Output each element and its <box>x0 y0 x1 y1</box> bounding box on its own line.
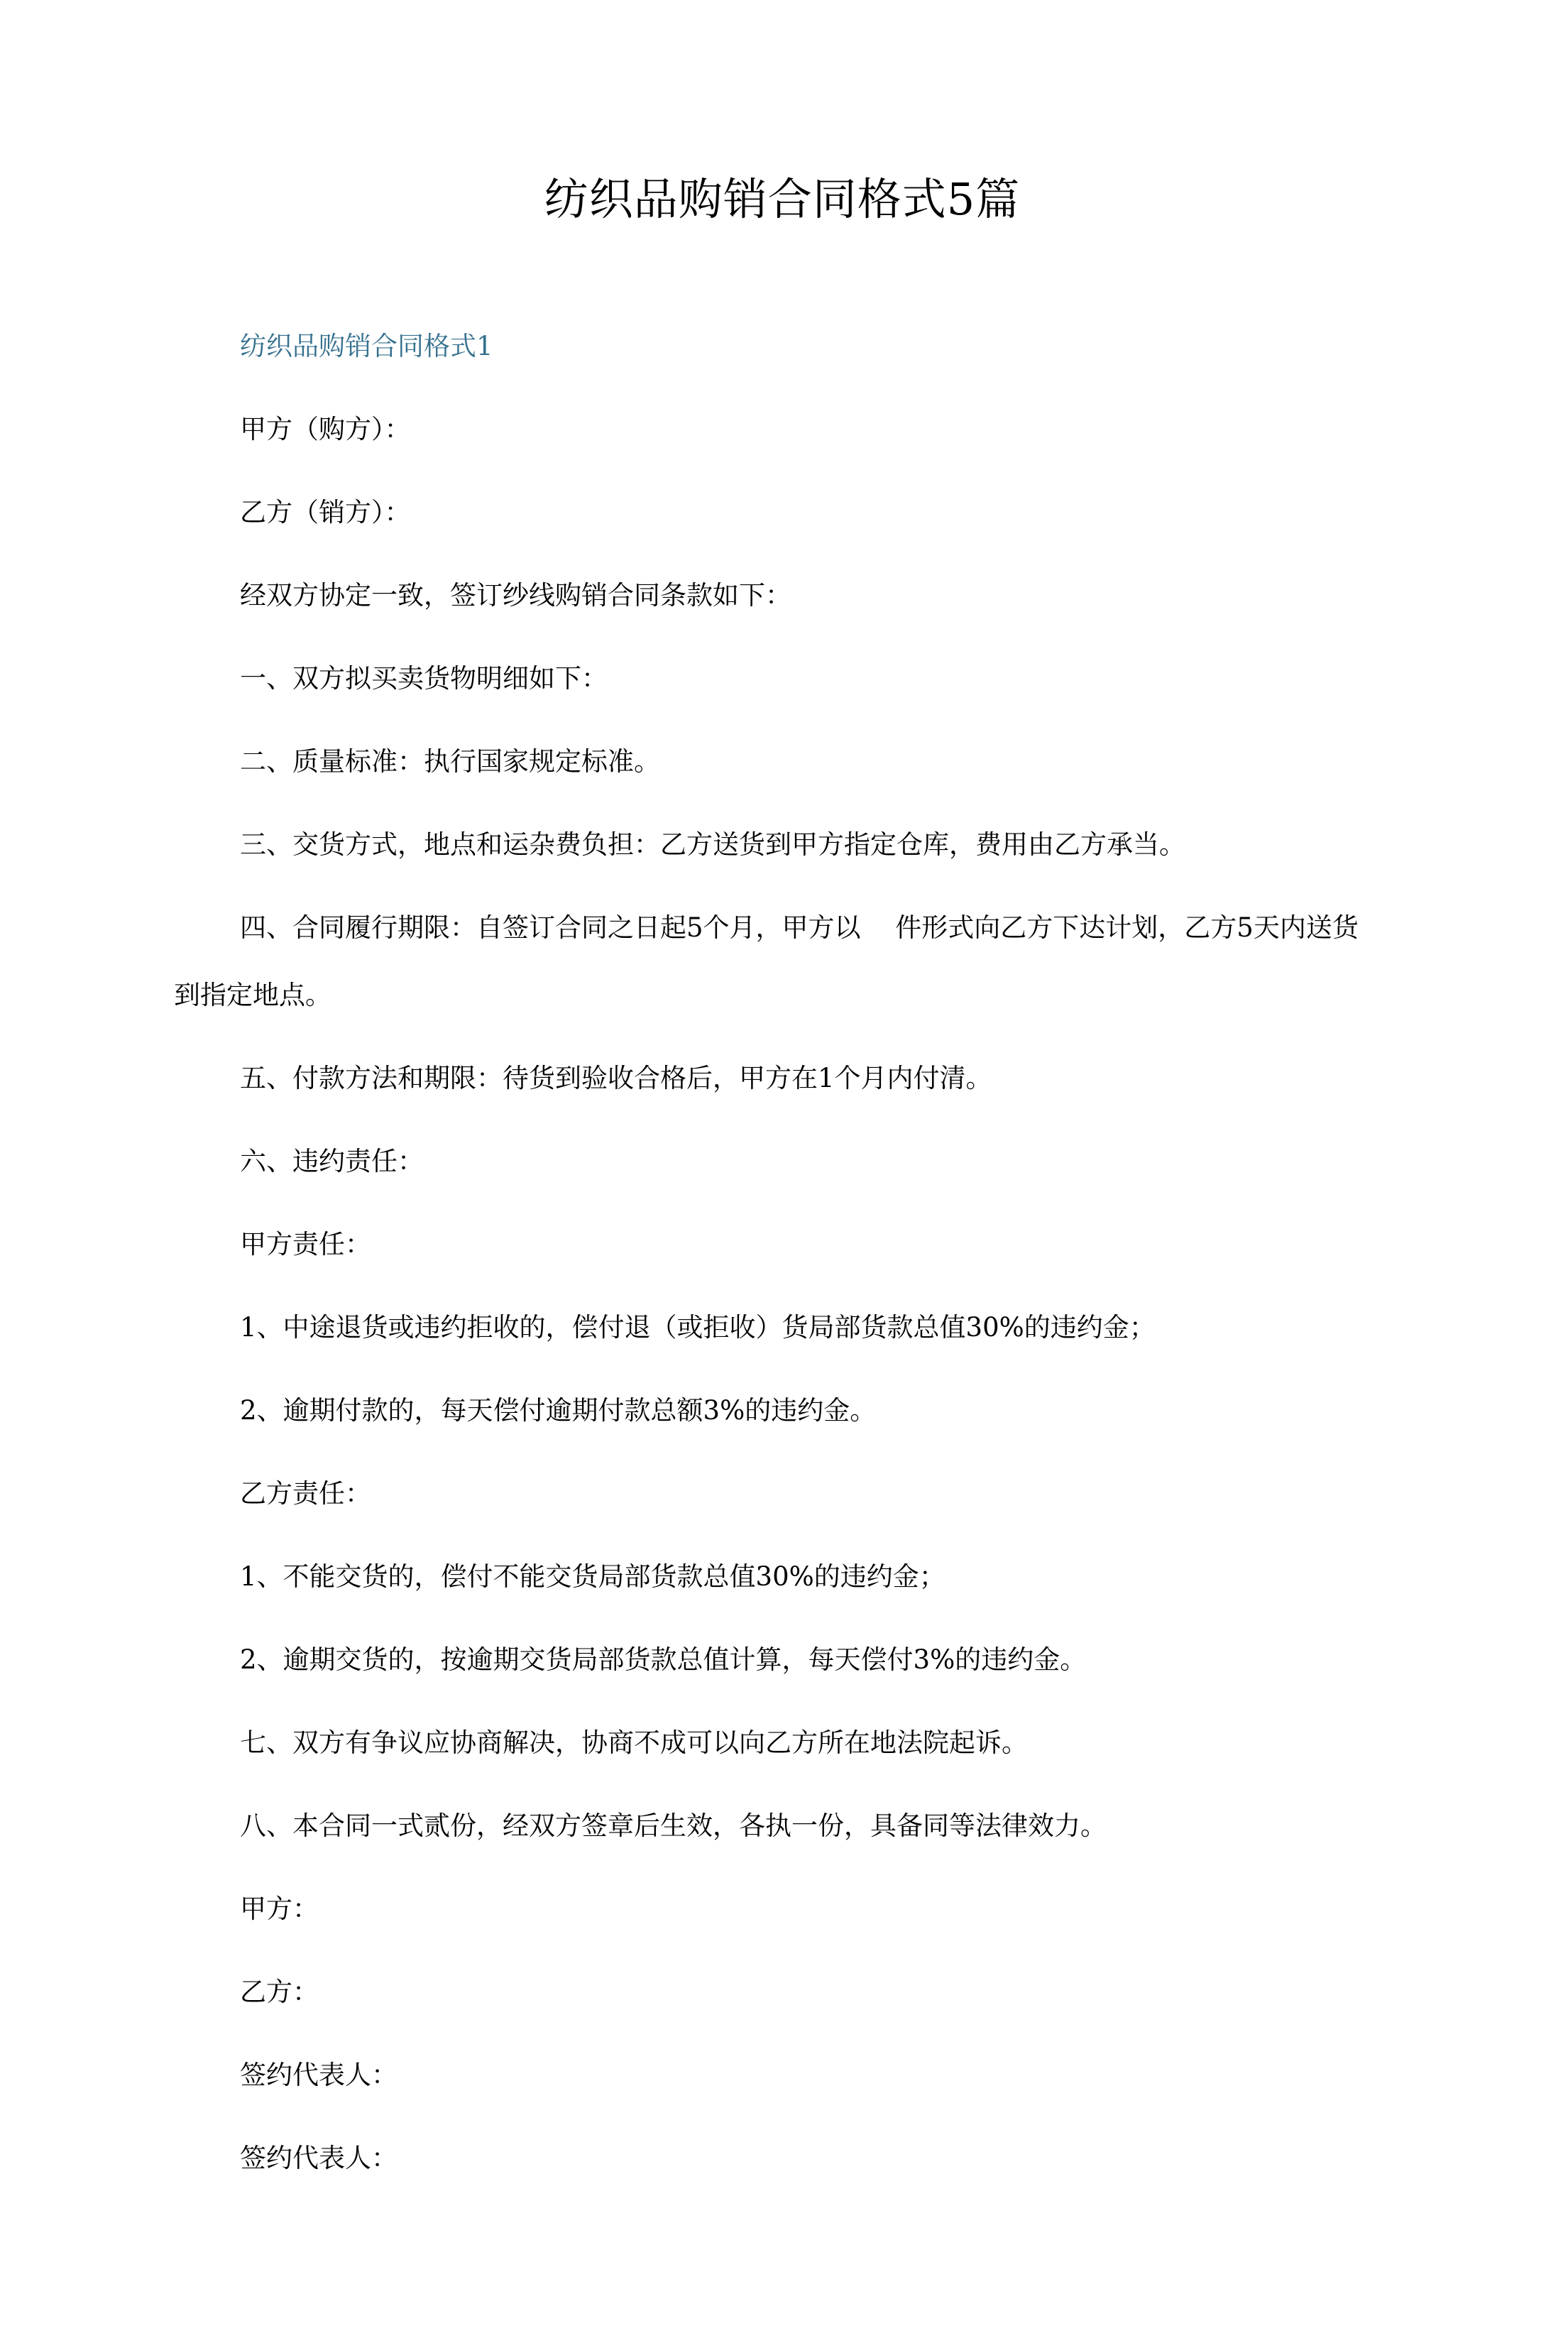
paragraph-clause-4-line-2: 到指定地点。 <box>174 980 331 1010</box>
paragraph-clause-6: 六、违约责任： <box>240 1146 424 1176</box>
paragraph-clause-8: 八、本合同一式贰份，经双方签章后生效，各执一份，具备同等法律效力。 <box>240 1810 1107 1841</box>
section-subtitle: 纺织品购销合同格式1 <box>240 331 493 361</box>
paragraph-party-a-liability-label: 甲方责任： <box>240 1229 371 1260</box>
paragraph-party-a-liability-1: 1、中途退货或违约拒收的，偿付退（或拒收）货局部货款总值30%的违约金； <box>240 1312 1156 1343</box>
paragraph-party-b-liability-2: 2、逾期交货的，按逾期交货局部货款总值计算，每天偿付3%的违约金。 <box>240 1644 1087 1675</box>
paragraph-preamble: 经双方协定一致，签订纱线购销合同条款如下： <box>240 580 791 611</box>
paragraph-clause-1: 一、双方拟买卖货物明细如下： <box>240 663 608 694</box>
paragraph-clause-4-line-1: 四、合同履行期限：自签订合同之日起5个月，甲方以 件形式向乙方下达计划，乙方5天内送货 <box>240 912 1359 943</box>
paragraph-signing-representative-2: 签约代表人： <box>240 2143 398 2173</box>
paragraph-signature-party-b: 乙方： <box>240 1977 319 2007</box>
paragraph-party-b-label: 乙方（销方）： <box>240 497 411 528</box>
paragraph-signature-party-a: 甲方： <box>240 1894 319 1924</box>
paragraph-clause-7: 七、双方有争议应协商解决，协商不成可以向乙方所在地法院起诉。 <box>240 1727 1028 1758</box>
paragraph-party-a-label: 甲方（购方）： <box>240 414 411 444</box>
paragraph-party-b-liability-1: 1、不能交货的，偿付不能交货局部货款总值30%的违约金； <box>240 1561 945 1592</box>
document-title: 纺织品购销合同格式5篇 <box>544 173 1021 225</box>
paragraph-party-a-liability-2: 2、逾期付款的，每天偿付逾期付款总额3%的违约金。 <box>240 1395 877 1426</box>
paragraph-party-b-liability-label: 乙方责任： <box>240 1478 371 1509</box>
paragraph-clause-3: 三、交货方式，地点和运杂费负担：乙方送货到甲方指定仓库，费用由乙方承当。 <box>240 829 1185 860</box>
paragraph-clause-5: 五、付款方法和期限：待货到验收合格后，甲方在1个月内付清。 <box>240 1063 992 1093</box>
paragraph-clause-2: 二、质量标准：执行国家规定标准。 <box>240 746 660 777</box>
paragraph-signing-representative-1: 签约代表人： <box>240 2060 398 2090</box>
